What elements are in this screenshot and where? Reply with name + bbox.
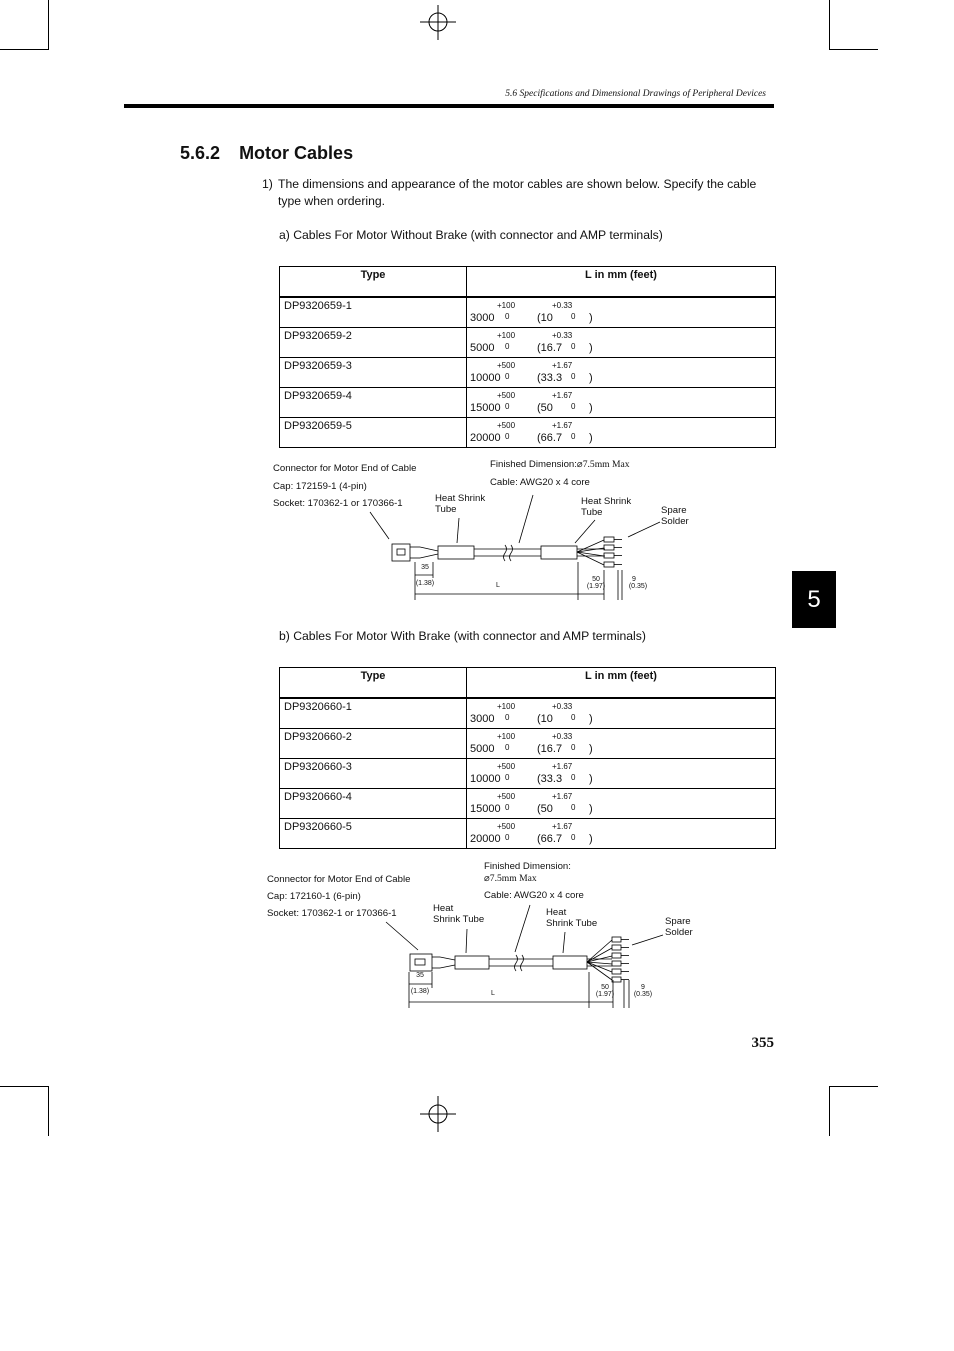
a-dim-L: L	[496, 582, 500, 589]
b-spare-solder: Spare Solder	[665, 916, 693, 938]
b-heat-shrink-left-shape	[455, 956, 489, 969]
length-mm-minus: 0	[505, 342, 510, 351]
length-ft-plus: +0.33	[552, 331, 573, 340]
length-mm-minus: 0	[505, 803, 510, 812]
length-ft-minus: 0	[571, 432, 576, 441]
length-mm-minus: 0	[505, 402, 510, 411]
length-close: )	[589, 713, 593, 725]
a-heat-shrink-left: Heat Shrink Tube	[435, 493, 486, 515]
b-heat-shrink-right: Heat Shrink Tube	[546, 907, 598, 929]
length-mm-minus: 0	[505, 743, 510, 752]
length-ft-minus: 0	[571, 743, 576, 752]
length-mm: 10000	[470, 773, 501, 785]
type-cell: DP9320660-2	[280, 729, 467, 759]
length-ft: (16.7	[537, 342, 563, 354]
a-finished-text: Finished Dimension:	[490, 459, 577, 470]
length-ft-plus: +0.33	[552, 732, 573, 741]
type-cell: DP9320660-3	[280, 759, 467, 789]
length-mm-minus: 0	[505, 773, 510, 782]
length-ft-minus: 0	[571, 803, 576, 812]
length-mm-minus: 0	[505, 432, 510, 441]
col-length-header: L in mm (feet)	[467, 267, 776, 298]
a-cap-label: Cap: 172159-1 (4-pin)	[273, 481, 367, 492]
b-dim-9: 9	[641, 984, 645, 991]
length-ft-minus: 0	[571, 713, 576, 722]
length-ft: (33.3	[537, 773, 563, 785]
type-cell: DP9320659-4	[280, 388, 467, 418]
col-length-header: L in mm (feet)	[467, 668, 776, 699]
diameter-icon: ⌀	[484, 873, 490, 884]
length-mm-plus: +500	[497, 421, 516, 430]
length-ft: (33.3	[537, 372, 563, 384]
length-mm: 3000	[470, 713, 495, 725]
b-dim-50: 50	[601, 984, 609, 991]
length-mm-plus: +500	[497, 361, 516, 370]
b-finished-value: 7.5mm Max	[489, 873, 537, 884]
a-spare-solder: Spare Solder	[661, 505, 689, 527]
length-mm: 20000	[470, 432, 501, 444]
type-cell: DP9320660-4	[280, 789, 467, 819]
length-ft: (16.7	[537, 743, 563, 755]
b-cable-label: Cable: AWG20 x 4 core	[484, 890, 584, 901]
length-mm: 5000	[470, 342, 495, 354]
length-close: )	[589, 372, 593, 384]
length-ft-plus: +1.67	[552, 361, 573, 370]
b-socket-label: Socket: 170362-1 or 170366-1	[267, 908, 397, 919]
length-ft-plus: +0.33	[552, 702, 573, 711]
length-ft-minus: 0	[571, 372, 576, 381]
length-mm-plus: +100	[497, 732, 516, 741]
length-ft-minus: 0	[571, 342, 576, 351]
page-number: 355	[751, 1035, 774, 1051]
length-ft: (50	[537, 402, 553, 414]
a-dim-35-in: (1.38)	[415, 580, 435, 587]
length-mm-plus: +500	[497, 762, 516, 771]
type-cell: DP9320660-1	[280, 698, 467, 729]
length-close: )	[589, 312, 593, 324]
length-mm-plus: +100	[497, 331, 516, 340]
b-dim-9-in: (0.35)	[633, 991, 653, 998]
a-socket-label: Socket: 170362-1 or 170366-1	[273, 498, 403, 509]
b-finished-label: Finished Dimension:	[484, 861, 571, 872]
length-ft: (66.7	[537, 432, 563, 444]
length-ft: (10	[537, 312, 553, 324]
length-close: )	[589, 833, 593, 845]
type-cell: DP9320659-2	[280, 328, 467, 358]
a-finished-value: 7.5mm Max	[582, 459, 630, 470]
a-dim-9-in: (0.35)	[628, 583, 648, 590]
chapter-tab: 5	[792, 571, 836, 628]
length-ft: (66.7	[537, 833, 563, 845]
a-connector-label: Connector for Motor End of Cable	[273, 463, 417, 474]
part-a-heading: a) Cables For Motor Without Brake (with connector and AMP terminals)	[279, 228, 663, 242]
b-connector-shape	[410, 954, 432, 971]
length-close: )	[589, 342, 593, 354]
type-cell: DP9320659-5	[280, 418, 467, 448]
length-close: )	[589, 743, 593, 755]
b-connector-label: Connector for Motor End of Cable	[267, 874, 411, 885]
a-dim-50-in: (1.97)	[586, 583, 606, 590]
b-dim-35-in: (1.38)	[410, 988, 430, 995]
length-mm: 3000	[470, 312, 495, 324]
b-cap-label: Cap: 172160-1 (6-pin)	[267, 891, 361, 902]
length-mm: 20000	[470, 833, 501, 845]
length-mm: 15000	[470, 803, 501, 815]
diameter-icon: ⌀	[576, 459, 583, 470]
length-mm-minus: 0	[505, 713, 510, 722]
length-ft-minus: 0	[571, 773, 576, 782]
a-heat-shrink-right: Heat Shrink Tube	[581, 496, 632, 518]
length-ft-minus: 0	[571, 833, 576, 842]
b-heat-shrink-right-shape	[553, 956, 587, 969]
length-ft: (10	[537, 713, 553, 725]
length-ft: (50	[537, 803, 553, 815]
b-heat-shrink-left: Heat Shrink Tube	[433, 903, 485, 925]
a-cable-label: Cable: AWG20 x 4 core	[490, 477, 590, 488]
part-b-heading: b) Cables For Motor With Brake (with connector and AMP terminals)	[279, 629, 646, 643]
intro-text: The dimensions and appearance of the motor cables are shown below. Specify the cable type when ordering.	[278, 177, 757, 208]
length-mm-minus: 0	[505, 833, 510, 842]
length-ft-minus: 0	[571, 312, 576, 321]
a-dim-50: 50	[592, 576, 600, 583]
length-close: )	[589, 803, 593, 815]
length-ft-plus: +1.67	[552, 421, 573, 430]
a-dim-9: 9	[632, 576, 636, 583]
type-cell: DP9320659-3	[280, 358, 467, 388]
b-dim-35: 35	[416, 972, 424, 979]
length-mm-plus: +500	[497, 391, 516, 400]
a-dim-35: 35	[421, 564, 429, 571]
length-mm: 15000	[470, 402, 501, 414]
type-cell: DP9320659-1	[280, 297, 467, 328]
length-ft-minus: 0	[571, 402, 576, 411]
section-title-text: Motor Cables	[239, 143, 354, 163]
length-mm: 10000	[470, 372, 501, 384]
length-close: )	[589, 402, 593, 414]
length-ft-plus: +1.67	[552, 391, 573, 400]
length-close: )	[589, 773, 593, 785]
length-mm: 5000	[470, 743, 495, 755]
section-number: 5.6.2	[180, 143, 221, 163]
length-ft-plus: +1.67	[552, 822, 573, 831]
b-dim-L: L	[491, 990, 495, 997]
length-ft-plus: +1.67	[552, 762, 573, 771]
length-mm-minus: 0	[505, 312, 510, 321]
length-mm-minus: 0	[505, 372, 510, 381]
type-cell: DP9320660-5	[280, 819, 467, 849]
running-header: 5.6 Specifications and Dimensional Drawings of Peripheral Devices	[505, 89, 766, 99]
col-type-header: Type	[280, 267, 467, 298]
length-mm-plus: +500	[497, 792, 516, 801]
length-ft-plus: +1.67	[552, 792, 573, 801]
col-type-header: Type	[280, 668, 467, 699]
length-close: )	[589, 432, 593, 444]
length-mm-plus: +500	[497, 822, 516, 831]
length-mm-plus: +100	[497, 301, 516, 310]
length-mm-plus: +100	[497, 702, 516, 711]
length-ft-plus: +0.33	[552, 301, 573, 310]
intro-index: 1)	[262, 177, 273, 191]
b-dim-50-in: (1.97)	[595, 991, 615, 998]
